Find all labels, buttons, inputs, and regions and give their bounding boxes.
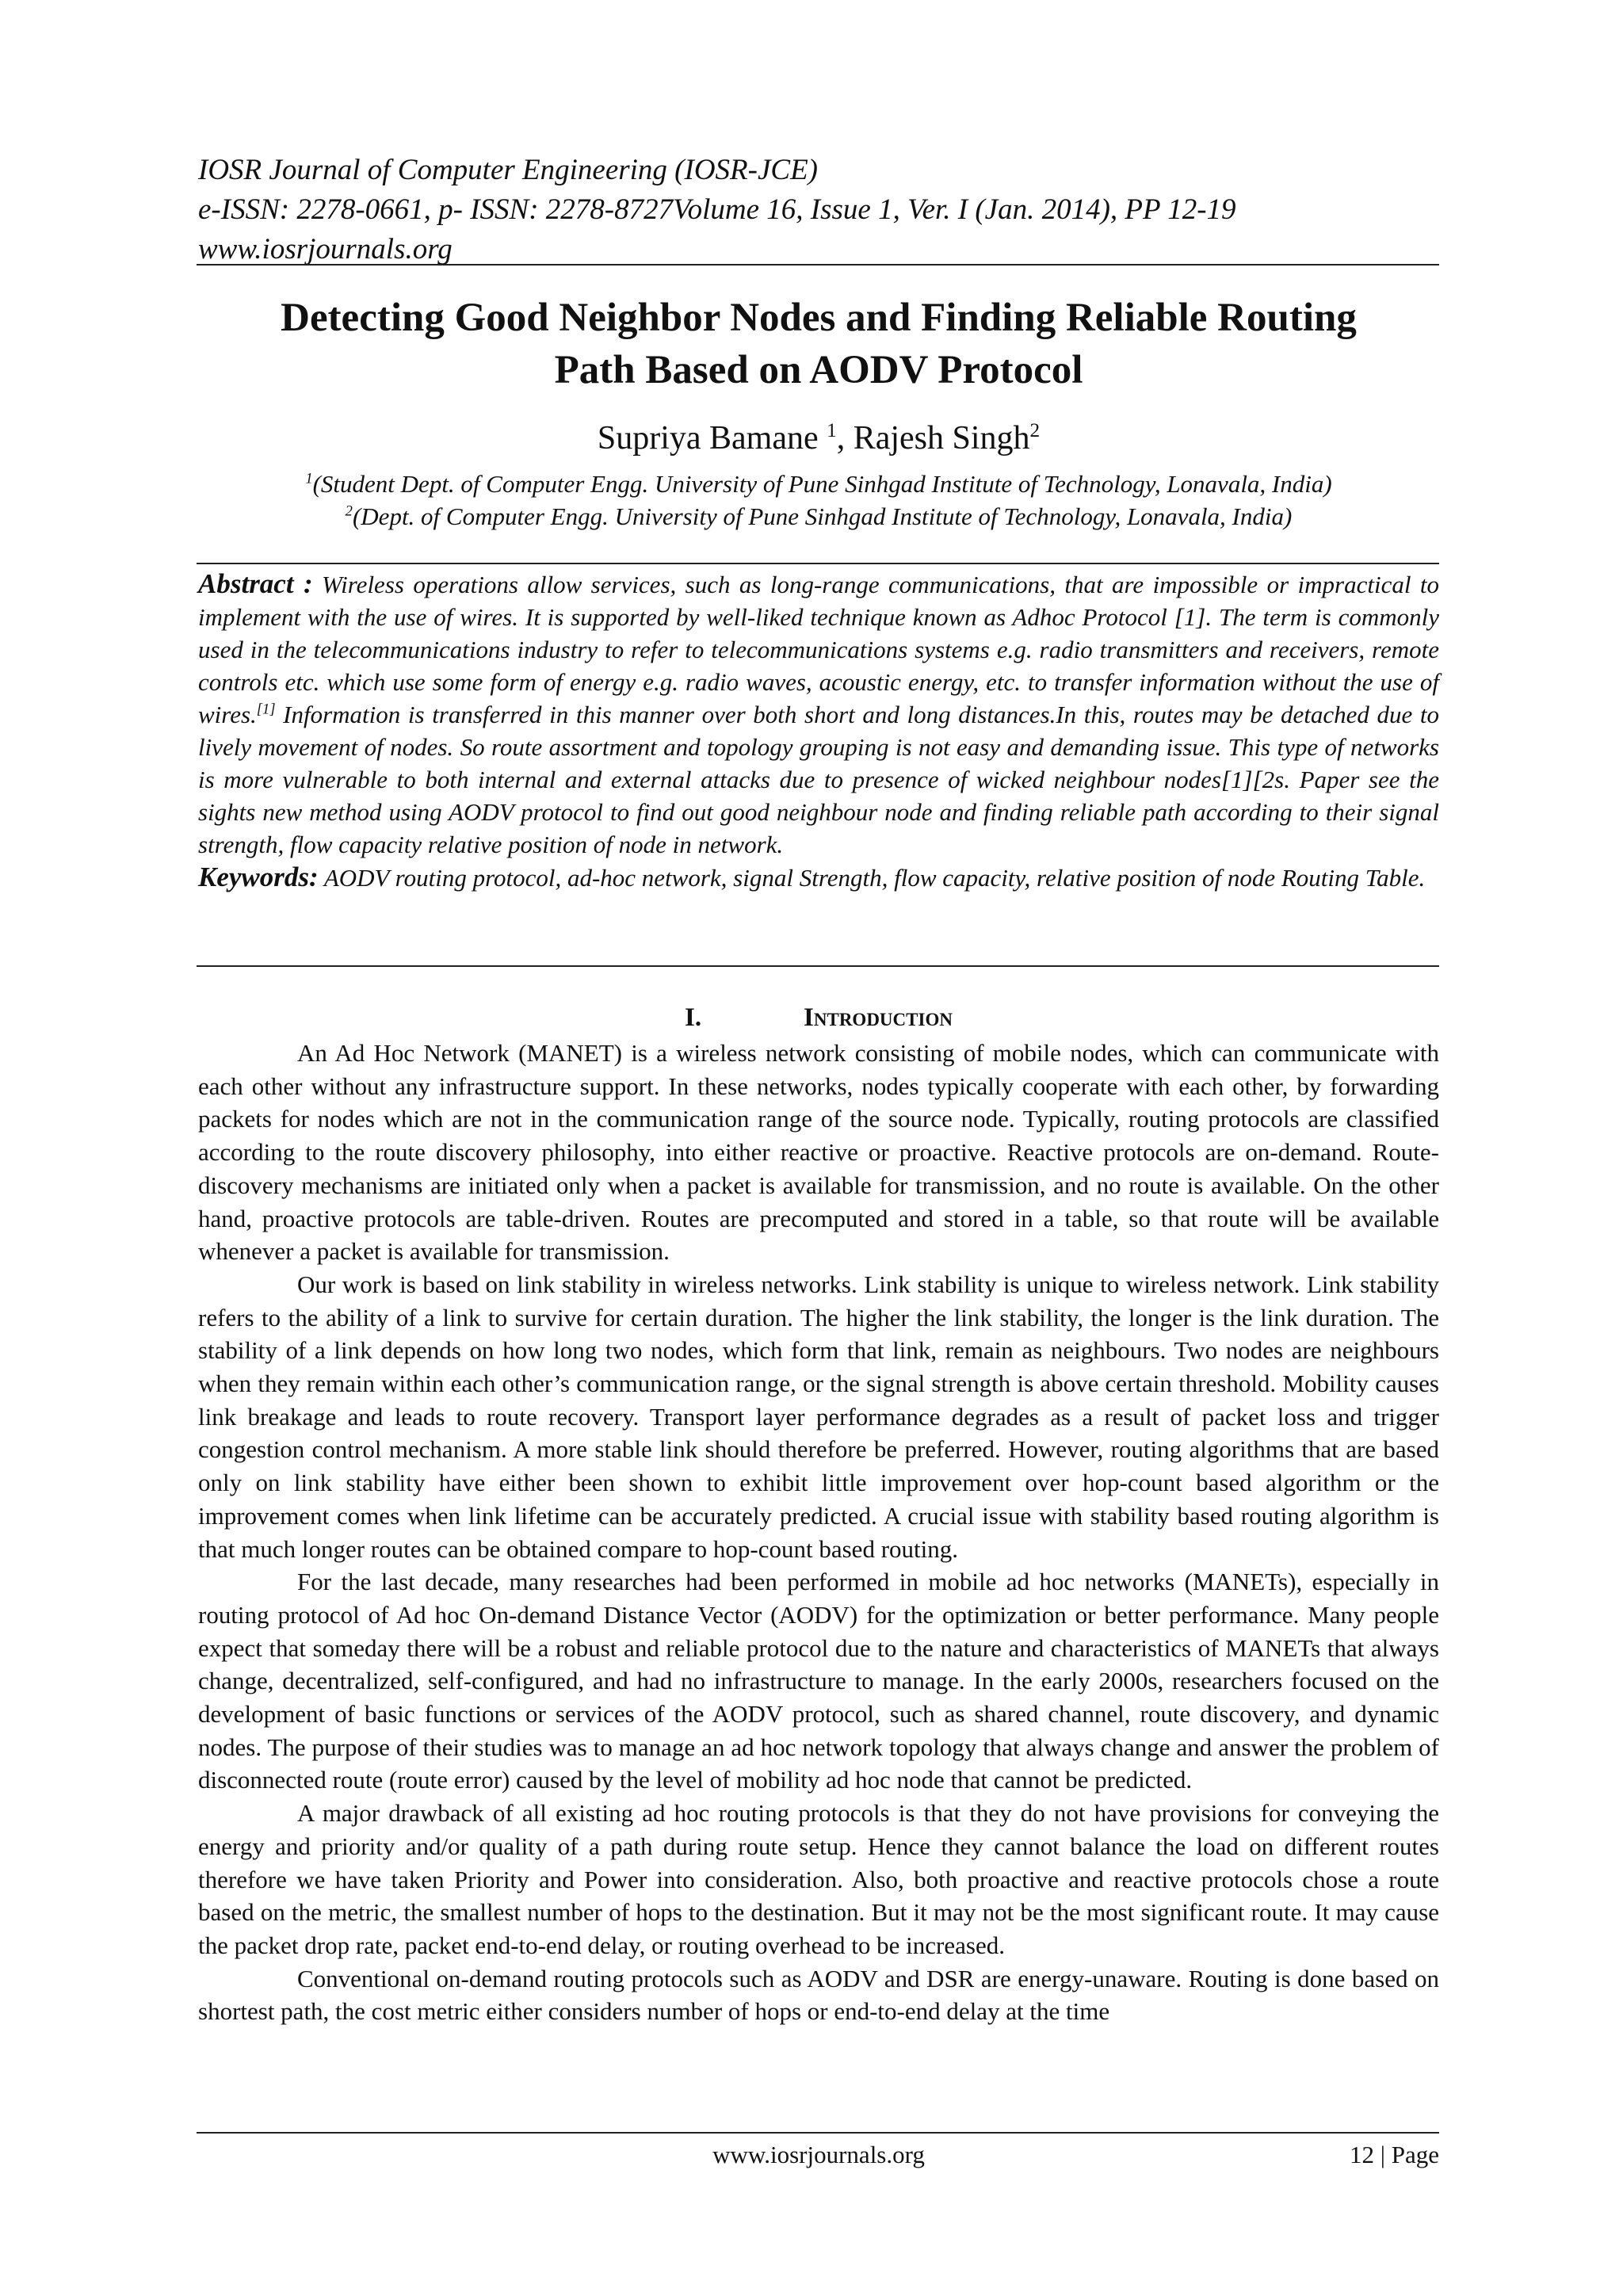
affiliation-2 bbox=[198, 500, 1439, 533]
journal-website: www.iosrjournals.org bbox=[198, 233, 453, 266]
section-title: Introduction bbox=[804, 1003, 953, 1032]
footer-rule bbox=[197, 2132, 1439, 2134]
title-line-2: Path Based on AODV Protocol bbox=[554, 348, 1083, 392]
author-2-sup: 2 bbox=[1029, 420, 1041, 441]
header-rule bbox=[197, 264, 1439, 266]
journal-name: IOSR Journal of Computer Engineering (IOSR-JCE) bbox=[198, 154, 818, 186]
author-1: Supriya Bamane bbox=[597, 420, 827, 457]
abstract-top-rule bbox=[197, 563, 1439, 564]
keywords-text: AODV routing protocol, ad-hoc network, signal Strength, flow capacity, relative position of node Routing Table. bbox=[318, 864, 1426, 892]
introduction-body bbox=[198, 1037, 1439, 2028]
abstract-bottom-rule bbox=[197, 965, 1439, 967]
issn-line: e-ISSN: 2278-0661, p- ISSN: 2278-8727Volume 16, Issue 1, Ver. I (Jan. 2014), PP 12-19 bbox=[198, 193, 1236, 226]
intro-paragraph-5: Conventional on-demand routing protocols such as AODV and DSR are energy-unaware. Routing is done based on shortest path, the cost metric either considers number of hops or end-to-end delay at the time bbox=[198, 1964, 1439, 2026]
section-heading bbox=[198, 1000, 1439, 1035]
author-1-sup: 1 bbox=[827, 420, 837, 441]
abstract-citation: [1] bbox=[256, 701, 276, 718]
intro-paragraph-1: An Ad Hoc Network (MANET) is a wireless network consisting of mobile nodes, which can communicate with each other without any infrastructure support. In these networks, nodes typically cooperate with each other, by forwarding packets for nodes which are not in the communication range of the source node. Typically, routing protocols are classified according to the route discovery philosophy, into either reactive or proactive. Reactive protocols are on-demand. Route-discovery mechanisms are initiated only when a packet is available for transmission, and no route is available. On the other hand, proactive protocols are table-driven. Routes are precomputed and stored in a table, so that route will be available whenever a packet is available for transmission. bbox=[198, 1039, 1439, 1266]
page-number: 12 | Page bbox=[1350, 2141, 1439, 2168]
intro-paragraph-2: Our work is based on link stability in wireless networks. Link stability is unique to wireless network. Link stability refers to the ability of a link to survive for certain duration. The higher the link stability, the longer is the link duration. The stability of a link depends on how long two nodes, which form that link, remain as neighbours. Two nodes are neighbours when they remain within each other’s communication range, or the signal strength is above certain threshold. Mobility causes link breakage and leads to route recovery. Transport layer performance degrades as a result of packet loss and trigger congestion control mechanism. A more stable link should therefore be preferred. However, routing algorithms that are based only on link stability have either been shown to exhibit little improvement over hop-count based algorithm or the improvement comes when link lifetime can be accurately predicted. A crucial issue with stability based routing algorithm is that much longer routes can be obtained compare to hop-count based routing. bbox=[198, 1270, 1439, 1563]
affiliation-2-sup: 2 bbox=[345, 502, 353, 520]
author-2: , Rajesh Singh bbox=[836, 420, 1030, 457]
journal-header bbox=[198, 151, 1434, 269]
abstract-text-2: Information is transferred in this manner over both short and long distances.In this, routes may be detached due to lively movement of nodes. So route assortment and topology grouping is not easy and demanding issue. This type of networks is more vulnerable to both internal and external attacks due to presence of wicked neighbour nodes[1][2s. Paper see the sights new method using AODV protocol to find out good neighbour node and finding reliable path according to their signal strength, flow capacity relative position of node in network. bbox=[198, 701, 1439, 858]
affiliations bbox=[198, 468, 1439, 533]
affiliation-1 bbox=[198, 468, 1439, 500]
intro-paragraph-3: For the last decade, many researches had been performed in mobile ad hoc networks (MANETs), especially in routing protocol of Ad hoc On-demand Distance Vector (AODV) for the optimization or better performance. Many people expect that someday there will be a robust and reliable protocol due to the nature and characteristics of MANETs that always change, decentralized, self-configured, and had no infrastructure to manage. In the early 2000s, researchers focused on the development of basic functions or services of the AODV protocol, such as shared channel, route discovery, and dynamic nodes. The purpose of their studies was to manage an ad hoc network topology that always change and answer the problem of disconnected route (route error) caused by the level of mobility ad hoc node that cannot be predicted. bbox=[198, 1568, 1439, 1794]
keywords-paragraph bbox=[198, 861, 1439, 894]
footer-website: www.iosrjournals.org bbox=[712, 2141, 925, 2168]
paper-title bbox=[198, 292, 1439, 396]
keywords-label: Keywords: bbox=[198, 861, 319, 892]
author-list bbox=[198, 417, 1439, 460]
intro-paragraph-4: A major drawback of all existing ad hoc routing protocols is that they do not have provisions for conveying the energy and priority and/or quality of a path during route setup. Hence they cannot balance the load on different routes therefore we have taken Priority and Power into consideration. Also, both proactive and reactive protocols chose a route based on the metric, the smallest number of hops to the destination. But it may not be the most significant route. It may cause the packet drop rate, packet end-to-end delay, or routing overhead to be increased. bbox=[198, 1799, 1439, 1959]
section-number: I. bbox=[685, 1003, 702, 1032]
affiliation-1-sup: 1 bbox=[305, 470, 313, 487]
affiliation-1-text: (Student Dept. of Computer Engg. University of Pune Sinhgad Institute of Technology, Lonavala, India) bbox=[312, 470, 1332, 498]
title-line-1: Detecting Good Neighbor Nodes and Finding Reliable Routing bbox=[281, 296, 1357, 340]
abstract-text-1: Wireless operations allow services, such as long-range communications, that are impossible or impractical to implement with the use of wires. It is supported by well-liked technique known as Adhoc Protocol [1]. The term is commonly used in the telecommunications industry to refer to telecommunications systems e.g. radio transmitters and receivers, remote controls etc. which use some form of energy e.g. radio waves, acoustic energy, etc. to transfer information without the use of wires. bbox=[198, 571, 1439, 728]
abstract-block bbox=[198, 567, 1439, 894]
abstract-paragraph bbox=[198, 567, 1439, 861]
abstract-label: Abstract : bbox=[198, 568, 313, 599]
affiliation-2-text: (Dept. of Computer Engg. University of Pune Sinhgad Institute of Technology, Lonavala, India) bbox=[352, 502, 1293, 530]
